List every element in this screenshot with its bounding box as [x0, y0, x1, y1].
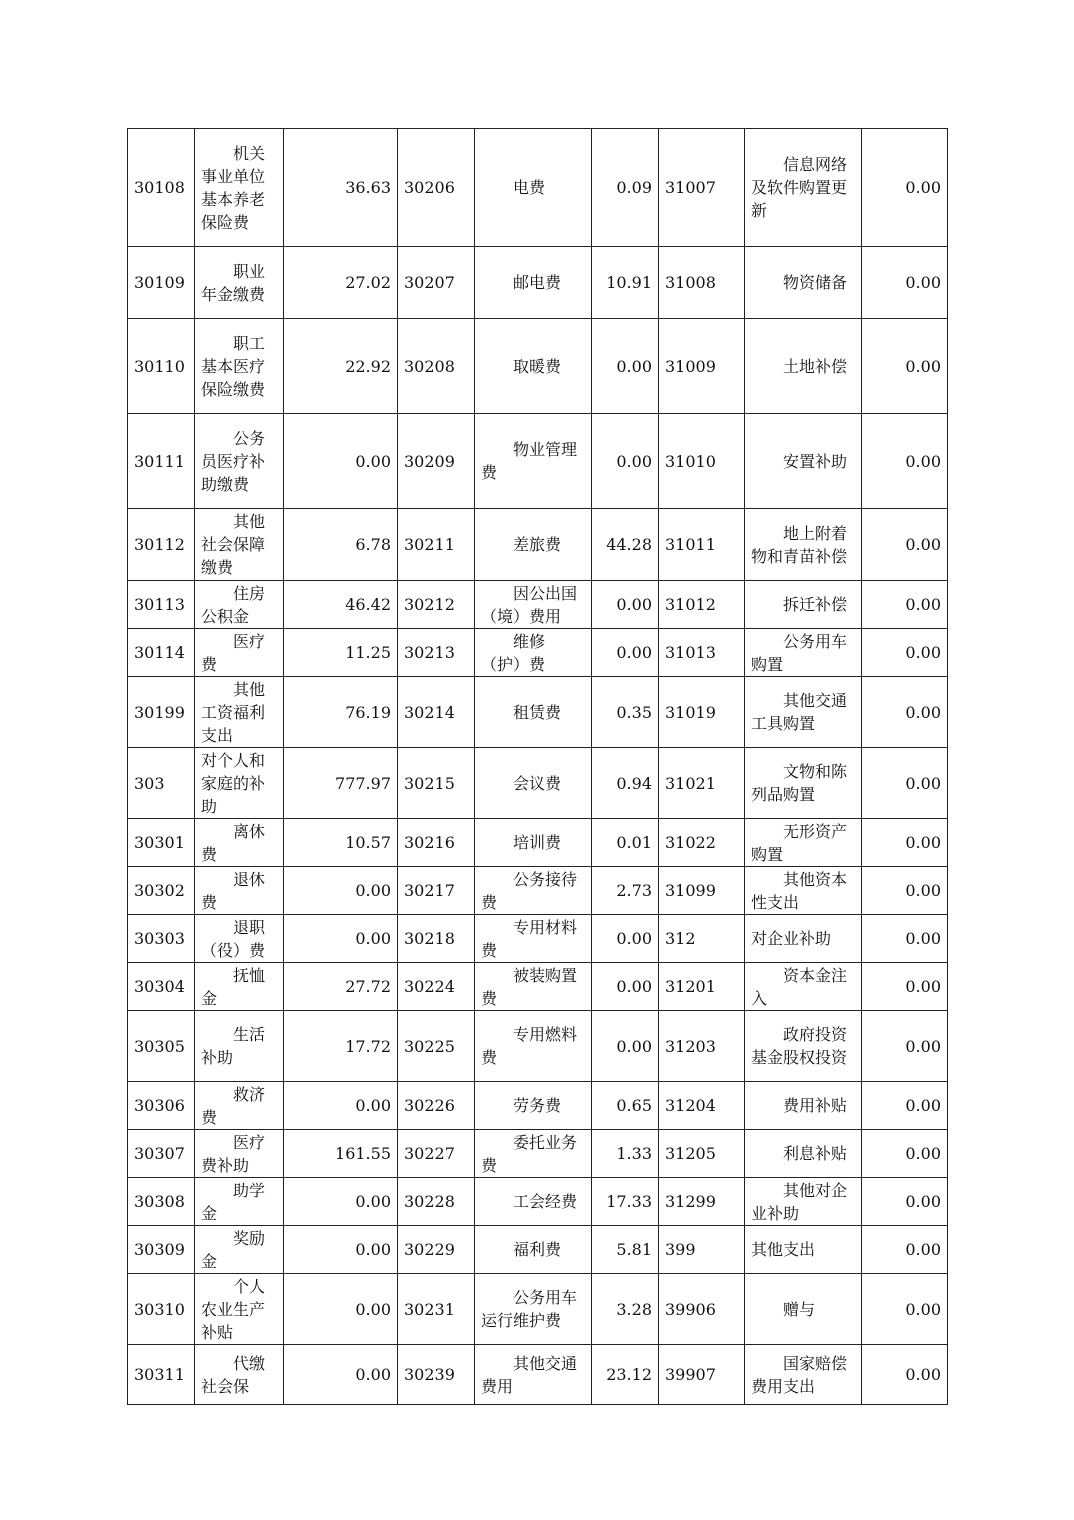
name-cell: 资本金注入 — [745, 963, 862, 1011]
name-cell: 信息网络及软件购置更新 — [745, 129, 862, 247]
table-row — [128, 963, 948, 1011]
name-cell: 培训费 — [475, 819, 592, 867]
name-cell: 公务用车运行维护费 — [475, 1274, 592, 1345]
amount-cell: 0.00 — [862, 819, 948, 867]
amount-cell: 0.00 — [592, 581, 659, 629]
amount-cell: 0.00 — [862, 1178, 948, 1226]
code-cell: 30229 — [398, 1226, 475, 1274]
amount-cell: 777.97 — [284, 748, 398, 819]
amount-cell: 0.00 — [284, 1082, 398, 1130]
code-cell: 303 — [128, 748, 195, 819]
code-cell: 30109 — [128, 247, 195, 319]
amount-cell: 17.72 — [284, 1011, 398, 1082]
code-cell: 30211 — [398, 509, 475, 581]
amount-cell: 0.00 — [592, 963, 659, 1011]
table-row — [128, 1130, 948, 1178]
amount-cell: 0.00 — [862, 1011, 948, 1082]
name-cell: 会议费 — [475, 748, 592, 819]
amount-cell: 46.42 — [284, 581, 398, 629]
amount-cell: 0.00 — [862, 1345, 948, 1405]
code-cell: 30215 — [398, 748, 475, 819]
name-cell: 抚恤金 — [195, 963, 284, 1011]
name-cell: 离休费 — [195, 819, 284, 867]
name-cell: 退休费 — [195, 867, 284, 915]
code-cell: 39907 — [659, 1345, 745, 1405]
table-row — [128, 819, 948, 867]
amount-cell: 0.00 — [862, 1082, 948, 1130]
code-cell: 39906 — [659, 1274, 745, 1345]
amount-cell: 0.00 — [862, 963, 948, 1011]
code-cell: 30217 — [398, 867, 475, 915]
code-cell: 30111 — [128, 414, 195, 509]
name-cell: 其他支出 — [745, 1226, 862, 1274]
amount-cell: 0.00 — [284, 1178, 398, 1226]
code-cell: 31007 — [659, 129, 745, 247]
code-cell: 30231 — [398, 1274, 475, 1345]
name-cell: 土地补偿 — [745, 319, 862, 414]
code-cell: 30225 — [398, 1011, 475, 1082]
code-cell: 30218 — [398, 915, 475, 963]
code-cell: 31019 — [659, 677, 745, 748]
code-cell: 30305 — [128, 1011, 195, 1082]
amount-cell: 0.00 — [592, 629, 659, 677]
name-cell: 公务用车购置 — [745, 629, 862, 677]
code-cell: 30112 — [128, 509, 195, 581]
name-cell: 其他社会保障缴费 — [195, 509, 284, 581]
code-cell: 31012 — [659, 581, 745, 629]
code-cell: 31203 — [659, 1011, 745, 1082]
table-row — [128, 509, 948, 581]
name-cell: 助学金 — [195, 1178, 284, 1226]
amount-cell: 10.57 — [284, 819, 398, 867]
table-row — [128, 748, 948, 819]
amount-cell: 161.55 — [284, 1130, 398, 1178]
name-cell: 维修（护）费 — [475, 629, 592, 677]
code-cell: 30226 — [398, 1082, 475, 1130]
name-cell: 奖励金 — [195, 1226, 284, 1274]
amount-cell: 0.00 — [592, 915, 659, 963]
amount-cell: 0.00 — [862, 748, 948, 819]
amount-cell: 0.94 — [592, 748, 659, 819]
table-row — [128, 1011, 948, 1082]
amount-cell: 1.33 — [592, 1130, 659, 1178]
name-cell: 其他交通工具购置 — [745, 677, 862, 748]
amount-cell: 0.00 — [592, 1011, 659, 1082]
amount-cell: 0.00 — [284, 1226, 398, 1274]
code-cell: 31204 — [659, 1082, 745, 1130]
name-cell: 福利费 — [475, 1226, 592, 1274]
code-cell: 30224 — [398, 963, 475, 1011]
amount-cell: 0.00 — [284, 1274, 398, 1345]
name-cell: 赠与 — [745, 1274, 862, 1345]
name-cell: 利息补贴 — [745, 1130, 862, 1178]
code-cell: 31099 — [659, 867, 745, 915]
name-cell: 文物和陈列品购置 — [745, 748, 862, 819]
amount-cell: 17.33 — [592, 1178, 659, 1226]
name-cell: 退职（役）费 — [195, 915, 284, 963]
name-cell: 拆迁补偿 — [745, 581, 862, 629]
name-cell: 政府投资基金股权投资 — [745, 1011, 862, 1082]
amount-cell: 0.65 — [592, 1082, 659, 1130]
name-cell: 职业年金缴费 — [195, 247, 284, 319]
amount-cell: 36.63 — [284, 129, 398, 247]
amount-cell: 0.00 — [862, 129, 948, 247]
table-body — [128, 129, 948, 1405]
code-cell: 31010 — [659, 414, 745, 509]
name-cell: 对个人和家庭的补助 — [195, 748, 284, 819]
table-row — [128, 1274, 948, 1345]
amount-cell: 0.09 — [592, 129, 659, 247]
amount-cell: 0.00 — [862, 1226, 948, 1274]
name-cell: 其他交通费用 — [475, 1345, 592, 1405]
code-cell: 399 — [659, 1226, 745, 1274]
name-cell: 医疗费 — [195, 629, 284, 677]
code-cell: 30228 — [398, 1178, 475, 1226]
name-cell: 被装购置费 — [475, 963, 592, 1011]
code-cell: 30114 — [128, 629, 195, 677]
name-cell: 电费 — [475, 129, 592, 247]
table-row — [128, 915, 948, 963]
amount-cell: 11.25 — [284, 629, 398, 677]
amount-cell: 23.12 — [592, 1345, 659, 1405]
code-cell: 30303 — [128, 915, 195, 963]
amount-cell: 76.19 — [284, 677, 398, 748]
amount-cell: 0.00 — [862, 629, 948, 677]
amount-cell: 0.00 — [862, 319, 948, 414]
code-cell: 30308 — [128, 1178, 195, 1226]
table-row — [128, 581, 948, 629]
name-cell: 医疗费补助 — [195, 1130, 284, 1178]
code-cell: 30216 — [398, 819, 475, 867]
table-row — [128, 129, 948, 247]
amount-cell: 0.00 — [862, 1274, 948, 1345]
name-cell: 租赁费 — [475, 677, 592, 748]
code-cell: 31205 — [659, 1130, 745, 1178]
amount-cell: 27.72 — [284, 963, 398, 1011]
code-cell: 31013 — [659, 629, 745, 677]
code-cell: 30110 — [128, 319, 195, 414]
name-cell: 代缴社会保 — [195, 1345, 284, 1405]
name-cell: 机关事业单位基本养老保险费 — [195, 129, 284, 247]
code-cell: 30227 — [398, 1130, 475, 1178]
code-cell: 30113 — [128, 581, 195, 629]
amount-cell: 0.00 — [862, 867, 948, 915]
name-cell: 生活补助 — [195, 1011, 284, 1082]
amount-cell: 0.00 — [284, 414, 398, 509]
name-cell: 差旅费 — [475, 509, 592, 581]
code-cell: 30199 — [128, 677, 195, 748]
name-cell: 公务接待费 — [475, 867, 592, 915]
code-cell: 30208 — [398, 319, 475, 414]
code-cell: 31299 — [659, 1178, 745, 1226]
name-cell: 其他对企业补助 — [745, 1178, 862, 1226]
amount-cell: 3.28 — [592, 1274, 659, 1345]
table-row — [128, 1345, 948, 1405]
name-cell: 专用燃料费 — [475, 1011, 592, 1082]
amount-cell: 0.00 — [284, 1345, 398, 1405]
code-cell: 30301 — [128, 819, 195, 867]
code-cell: 31022 — [659, 819, 745, 867]
code-cell: 30310 — [128, 1274, 195, 1345]
amount-cell: 0.01 — [592, 819, 659, 867]
name-cell: 救济费 — [195, 1082, 284, 1130]
amount-cell: 6.78 — [284, 509, 398, 581]
code-cell: 31201 — [659, 963, 745, 1011]
expenditure-table — [127, 128, 948, 1405]
name-cell: 专用材料费 — [475, 915, 592, 963]
code-cell: 31008 — [659, 247, 745, 319]
amount-cell: 0.00 — [862, 915, 948, 963]
name-cell: 职工基本医疗保险缴费 — [195, 319, 284, 414]
amount-cell: 0.00 — [862, 581, 948, 629]
amount-cell: 0.00 — [862, 414, 948, 509]
code-cell: 30306 — [128, 1082, 195, 1130]
table-row — [128, 1178, 948, 1226]
code-cell: 30309 — [128, 1226, 195, 1274]
amount-cell: 44.28 — [592, 509, 659, 581]
amount-cell: 22.92 — [284, 319, 398, 414]
amount-cell: 0.00 — [592, 319, 659, 414]
code-cell: 30304 — [128, 963, 195, 1011]
code-cell: 30206 — [398, 129, 475, 247]
name-cell: 劳务费 — [475, 1082, 592, 1130]
table-row — [128, 414, 948, 509]
code-cell: 30214 — [398, 677, 475, 748]
code-cell: 31011 — [659, 509, 745, 581]
name-cell: 工会经费 — [475, 1178, 592, 1226]
name-cell: 委托业务费 — [475, 1130, 592, 1178]
amount-cell: 10.91 — [592, 247, 659, 319]
code-cell: 31021 — [659, 748, 745, 819]
amount-cell: 0.35 — [592, 677, 659, 748]
amount-cell: 0.00 — [592, 414, 659, 509]
name-cell: 费用补贴 — [745, 1082, 862, 1130]
table-row — [128, 247, 948, 319]
name-cell: 邮电费 — [475, 247, 592, 319]
name-cell: 无形资产购置 — [745, 819, 862, 867]
amount-cell: 27.02 — [284, 247, 398, 319]
name-cell: 个人农业生产补贴 — [195, 1274, 284, 1345]
code-cell: 30209 — [398, 414, 475, 509]
amount-cell: 5.81 — [592, 1226, 659, 1274]
code-cell: 30108 — [128, 129, 195, 247]
code-cell: 30213 — [398, 629, 475, 677]
code-cell: 30207 — [398, 247, 475, 319]
name-cell: 安置补助 — [745, 414, 862, 509]
amount-cell: 2.73 — [592, 867, 659, 915]
name-cell: 地上附着物和青苗补偿 — [745, 509, 862, 581]
table-row — [128, 677, 948, 748]
code-cell: 31009 — [659, 319, 745, 414]
code-cell: 30311 — [128, 1345, 195, 1405]
name-cell: 公务员医疗补助缴费 — [195, 414, 284, 509]
code-cell: 312 — [659, 915, 745, 963]
amount-cell: 0.00 — [862, 677, 948, 748]
name-cell: 物业管理费 — [475, 414, 592, 509]
name-cell: 因公出国（境）费用 — [475, 581, 592, 629]
amount-cell: 0.00 — [284, 915, 398, 963]
name-cell: 物资储备 — [745, 247, 862, 319]
table-row — [128, 867, 948, 915]
amount-cell: 0.00 — [862, 247, 948, 319]
code-cell: 30239 — [398, 1345, 475, 1405]
name-cell: 其他工资福利支出 — [195, 677, 284, 748]
code-cell: 30307 — [128, 1130, 195, 1178]
amount-cell: 0.00 — [862, 1130, 948, 1178]
table-row — [128, 1082, 948, 1130]
code-cell: 30302 — [128, 867, 195, 915]
amount-cell: 0.00 — [862, 509, 948, 581]
table-row — [128, 629, 948, 677]
name-cell: 住房公积金 — [195, 581, 284, 629]
name-cell: 对企业补助 — [745, 915, 862, 963]
table-row — [128, 319, 948, 414]
amount-cell: 0.00 — [284, 867, 398, 915]
name-cell: 其他资本性支出 — [745, 867, 862, 915]
name-cell: 取暖费 — [475, 319, 592, 414]
table-row — [128, 1226, 948, 1274]
code-cell: 30212 — [398, 581, 475, 629]
name-cell: 国家赔偿费用支出 — [745, 1345, 862, 1405]
